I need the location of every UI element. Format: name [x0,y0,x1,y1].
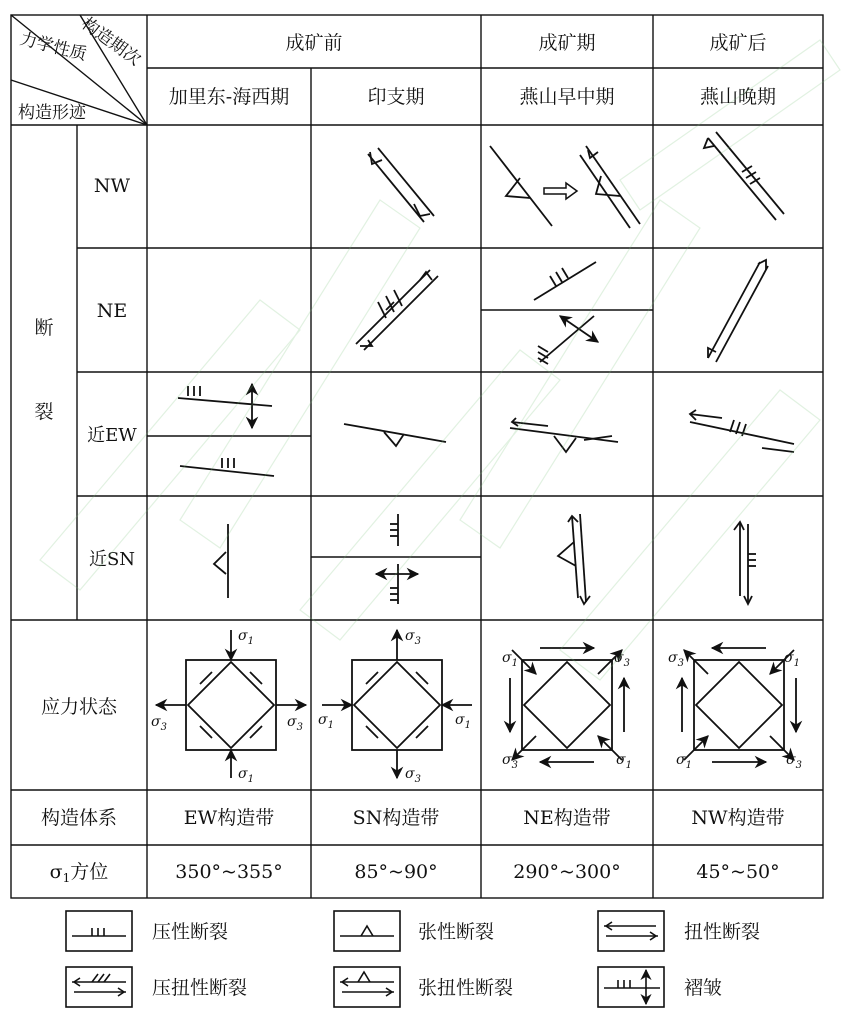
sigma3-label: $\sigma_3$ [151,714,167,733]
ew-late-yanshan-compresso-shear-symbol [690,410,794,452]
stress-ne-diagram [510,648,624,762]
sn-caledonian-tensile-fault-symbol [214,524,228,598]
sigma3-label: $\sigma_3$ [287,714,303,733]
systems-row [184,807,785,829]
stress-ew-diagram [156,630,306,778]
compressive-fault-icon [72,928,126,936]
shear-fault-icon [604,922,658,940]
ew-caledonian-fold-symbol [178,384,272,428]
orientation-1: 350°~355° [175,861,283,883]
corner-label-period: 构造期次 [77,13,145,71]
row-label-nw: NW [93,175,131,197]
stress-labels [151,628,802,785]
sigma1-label: $\sigma_1$ [318,712,334,731]
ne-late-yanshan-shear-fault-symbol [708,260,768,362]
nw-yanshan-tensile-fault-symbol [490,146,640,228]
legend-label-compressive: 压性断裂 [152,921,229,943]
sn-yanshan-tenso-shear-symbol [558,514,590,604]
sn-indosinian-compressive-fault-symbol [390,514,398,546]
nw-late-yanshan-compresso-shear-symbol [704,132,784,220]
nw-indosinian-shear-fault-symbol [368,148,434,222]
row-group-fault-char2: 裂 [34,401,54,423]
corner-label-trace: 构造形迹 [18,103,86,123]
row-label-system: 构造体系 [40,807,118,829]
legend-label-tensile: 张性断裂 [418,921,495,943]
system-ne: NE构造带 [523,807,611,829]
sigma3-label: $\sigma_3$ [502,752,518,771]
orientation-4: 45°~50° [696,861,780,883]
sigma1-label: $\sigma_1$ [616,752,632,771]
legend-label-compresso-shear: 压扭性断裂 [152,977,248,999]
header-pre-ore: 成矿前 [285,32,343,54]
tenso-shear-fault-icon [340,972,394,996]
ew-caledonian-compressive-fault-symbol [180,458,274,476]
tensile-fault-icon [340,926,394,936]
table-grid [11,15,823,898]
ne-yanshan-compressive-fault-symbol [534,262,596,300]
sigma3-label: $\sigma_3$ [786,752,802,771]
stage-caledonian-hercynian: 加里东-海西期 [168,86,290,108]
sn-indosinian-fold-symbol [376,564,418,604]
sn-late-yanshan-compresso-shear-symbol [734,522,756,604]
row-label-sn: 近SN [88,549,136,570]
row-label-stress: 应力状态 [40,696,118,718]
row-group-fault-char1: 断 [34,317,54,339]
sigma1-label: $\sigma_1$ [238,766,254,785]
stage-early-mid-yanshanian: 燕山早中期 [519,86,615,108]
header-ore: 成矿期 [538,32,596,54]
sigma1-label: $\sigma_1$ [676,752,692,771]
legend-label-fold: 褶皱 [684,977,723,999]
ew-indosinian-tensile-fault-symbol [344,424,446,446]
system-nw: NW构造带 [691,807,785,829]
row-label-sigma1: $\sigma_1$方位 [49,861,109,885]
row-labels [34,175,137,885]
header-post-ore: 成矿后 [709,32,767,54]
ew-yanshan-tenso-shear-symbol [510,418,618,452]
sigma3-label: $\sigma_3$ [614,650,630,669]
row-label-ew: 近EW [87,425,137,446]
row-label-ne: NE [96,300,128,322]
sigma1-label: $\sigma_1$ [238,628,254,647]
sigma3-label: $\sigma_3$ [405,766,421,785]
orientation-2: 85°~90° [354,861,438,883]
sigma1-label: $\sigma_1$ [784,650,800,669]
corner-label-mechanics: 力学性质 [17,29,89,66]
legend-label-shear: 扭性断裂 [684,921,761,943]
sigma1-label: $\sigma_1$ [502,650,518,669]
legend-label-tenso-shear: 张扭性断裂 [418,977,514,999]
system-sn: SN构造带 [352,807,440,829]
sigma3-label: $\sigma_3$ [405,628,421,647]
system-ew: EW构造带 [183,807,275,829]
ne-yanshan-fold-symbol [538,316,598,364]
stress-nw-diagram [682,648,796,762]
ne-indosinian-compresso-shear-symbol [356,270,438,350]
fold-icon [604,970,660,1004]
legend [66,911,760,1007]
orientation-row [175,861,779,883]
sigma1-label: $\sigma_1$ [455,712,471,731]
stress-sn-diagram [322,630,472,778]
compresso-shear-fault-icon [72,974,126,996]
sigma3-label: $\sigma_3$ [668,650,684,669]
stage-late-yanshanian: 燕山晚期 [699,86,777,108]
stage-indosinian: 印支期 [367,86,425,108]
orientation-3: 290°~300° [513,861,621,883]
